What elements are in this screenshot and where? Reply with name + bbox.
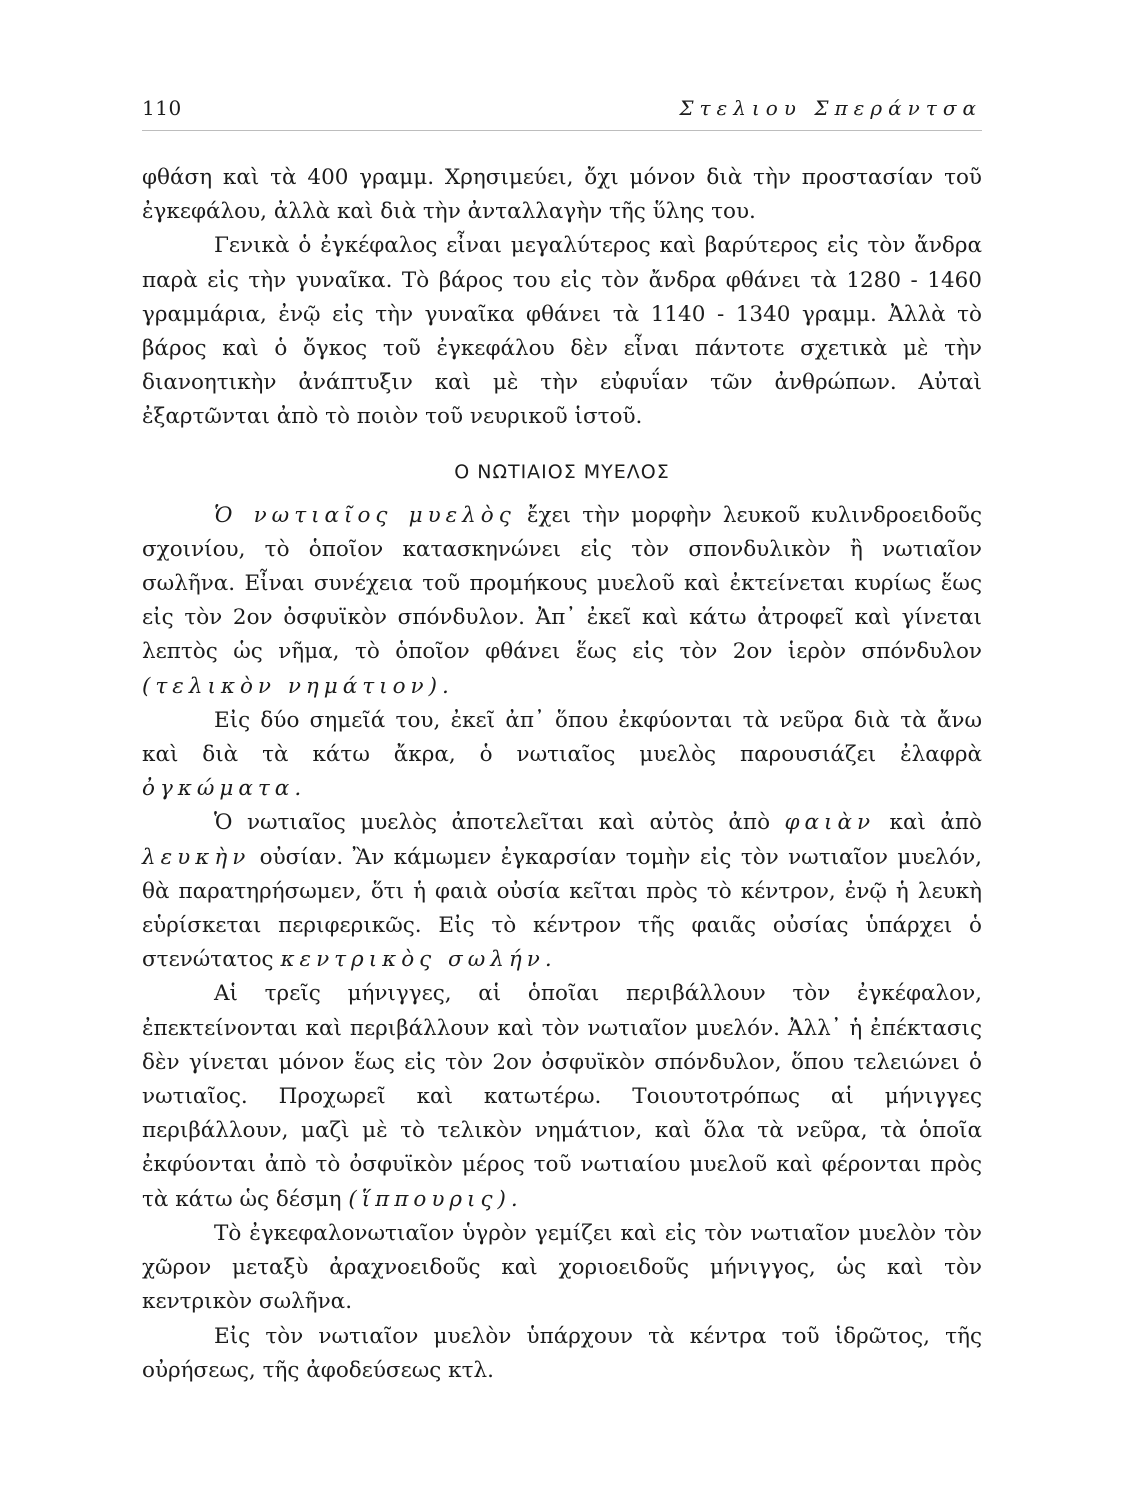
paragraph-1: φθάση καὶ τὰ 400 γραμμ. Χρησιμεύει, ὄχι μόνον διὰ τὴν προστασίαν τοῦ ἐγκεφάλου, ἀλλὰ καὶ διὰ τὴν ἀνταλλαγὴν τῆς ὕλης του. — [142, 165, 982, 225]
term-white-matter: λευκὴν — [142, 844, 251, 870]
running-title: Στελιου Σπεράντσα — [679, 96, 982, 120]
term-central-canal: κεντρικὸς σωλήν. — [280, 947, 557, 973]
page-number: 110 — [142, 96, 182, 120]
term-spinal-cord: Ὁ νωτιαῖος μυελὸς — [214, 502, 516, 528]
body-text — [142, 161, 982, 1388]
paragraph-5-text-c: οὐσίαν. Ἂν κάμωμεν ἐγκαρσίαν τομὴν εἰς τὸν νωτιαῖον μυελόν, θὰ παρατηρήσωμεν, ὅτι ἡ φαιὰ οὐσία κεῖται πρὸς τὸ κέντρον, ἐνῷ ἡ λευκὴ εὑρίσκεται περιφερικῶς. Εἰς τὸ κέντρον τῆς φαιᾶς οὐσίας ὑπάρχει ὁ στενώτατος — [142, 844, 983, 973]
paragraph-5 — [142, 806, 982, 977]
term-enlargements: ὀγκώματα. — [142, 776, 307, 802]
term-grey-matter: φαιὰν — [784, 810, 876, 836]
paragraph-3-text: ἔχει τὴν μορφὴν λευκοῦ κυλινδροειδοῦς σχοινίου, τὸ ὁποῖον κατασκηνώνει εἰς τὸν σπονδυλικὸν ἢ νωτιαῖον σωλῆνα. Εἶναι συνέχεια τοῦ προμήκους μυελοῦ καὶ ἐκτείνεται κυρίως ἕως εἰς τὸν 2ον ὀσφυϊκὸν σπόνδυλον. Ἀπ᾿ ἐκεῖ καὶ κάτω ἀτροφεῖ καὶ γίνεται λεπτὸς ὡς νῆμα, τὸ ὁποῖον φθάνει ἕως εἰς τὸν 2ον ἱερὸν σπόνδυλον — [142, 502, 983, 665]
book-page — [142, 96, 982, 1388]
running-head — [142, 96, 982, 131]
paragraph-6-text: Αἱ τρεῖς μήνιγγες, αἱ ὁποῖαι περιβάλλουν τὸν ἐγκέφαλον, ἐπεκτείνονται καὶ περιβάλλουν καὶ τὸν νωτιαῖον μυελόν. Ἀλλ᾿ ἡ ἐπέκτασις δὲν γίνεται μόνον ἕως εἰς τὸν 2ον ὀσφυϊκὸν σπόνδυλον, ὅπου τελειώνει ὁ νωτιαῖος. Προχωρεῖ καὶ κατωτέρω. Τοιουτοτρόπως αἱ μήνιγγες περιβάλλουν, μαζὶ μὲ τὸ τελικὸν νημάτιον, καὶ ὅλα τὰ νεῦρα, τὰ ὁποῖα ἐκφύονται ἀπὸ τὸ ὀσφυϊκὸν μέρος τοῦ νωτιαίου μυελοῦ καὶ φέρονται πρὸς τὰ κάτω ὡς δέσμη — [142, 981, 982, 1212]
section-heading: Ο ΝΩΤΙΑΙΟΣ ΜΥΕΛΟΣ — [454, 460, 670, 483]
paragraph-7: Τὸ ἐγκεφαλονωτιαῖον ὑγρὸν γεμίζει καὶ εἰς τὸν νωτιαῖον μυελὸν τὸν χῶρον μεταξὺ ἀραχνοειδοῦς καὶ χοριοειδοῦς μήνιγγος, ὡς καὶ τὸν κεντρικὸν σωλῆνα. — [142, 1220, 982, 1315]
paragraph-4-text: Εἰς δύο σημεῖά του, ἐκεῖ ἀπ᾿ ὅπου ἐκφύονται τὰ νεῦρα διὰ τὰ ἄνω καὶ διὰ τὰ κάτω ἄκρα, ὁ νωτιαῖος μυελὸς παρουσιάζει ἐλαφρὰ — [142, 707, 982, 768]
paragraph-6 — [142, 977, 982, 1216]
term-filum-terminale: (τελικὸν νημάτιον). — [142, 673, 454, 699]
paragraph-3 — [142, 499, 982, 704]
paragraph-4 — [142, 704, 982, 807]
paragraph-8: Εἰς τὸν νωτιαῖον μυελὸν ὑπάρχουν τὰ κέντρα τοῦ ἱδρῶτος, τῆς οὐρήσεως, τῆς ἀφοδεύσεως κτλ. — [142, 1323, 982, 1383]
paragraph-2: Γενικὰ ὁ ἐγκέφαλος εἶναι μεγαλύτερος καὶ βαρύτερος εἰς τὸν ἄνδρα παρὰ εἰς τὴν γυναῖκα. Τὸ βάρος του εἰς τὸν ἄνδρα φθάνει τὰ 1280 - 1460 γραμμάρια, ἐνῷ εἰς τὴν γυναῖκα φθάνει τὰ 1140 - 1340 γραμμ. Ἀλλὰ τὸ βάρος καὶ ὁ ὄγκος τοῦ ἐγκεφάλου δὲν εἶναι πάντοτε σχετικὰ μὲ τὴν διανοητικὴν ἀνάπτυξιν καὶ μὲ τὴν εὐφυΐαν τῶν ἀνθρώπων. Αὐταὶ ἐξαρτῶνται ἀπὸ τὸ ποιὸν τοῦ νευρικοῦ ἱστοῦ. — [142, 233, 982, 430]
paragraph-5-text-a: Ὁ νωτιαῖος μυελὸς ἀποτελεῖται καὶ αὐτὸς ἀπὸ — [214, 810, 771, 836]
term-cauda-equina: (ἵππουρις). — [348, 1186, 523, 1212]
paragraph-5-text-b: καὶ ἀπὸ — [889, 810, 982, 836]
